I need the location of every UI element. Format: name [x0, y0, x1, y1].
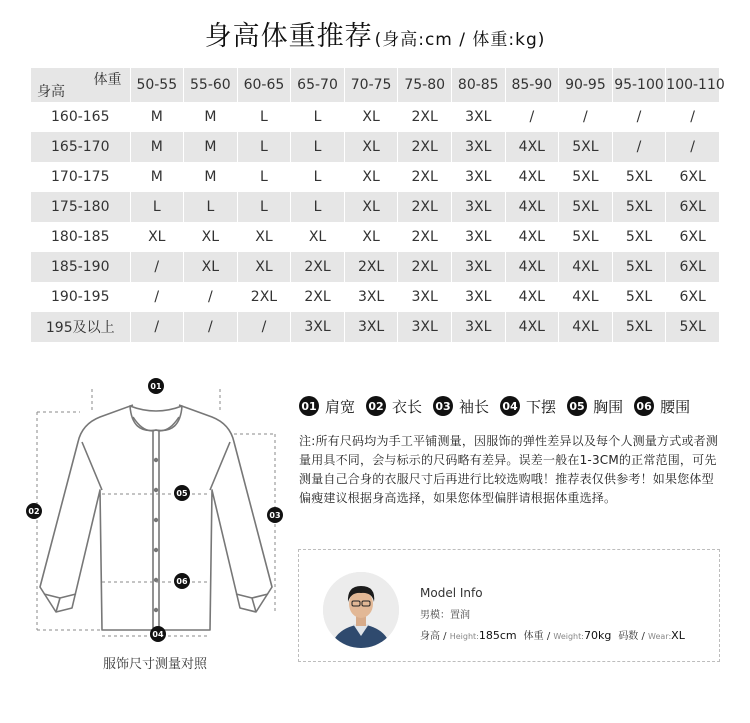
marker-04: 04 [152, 630, 164, 639]
size-cell: 5XL [559, 192, 613, 222]
size-cell: L [184, 192, 238, 222]
size-cell: XL [237, 222, 291, 252]
height-cell: 170-175 [31, 162, 130, 192]
legend-item [299, 396, 355, 417]
weight-header-cell: 75-80 [398, 68, 452, 102]
weight-label-en: Weight: [553, 632, 584, 641]
weight-header-cell: 65-70 [291, 68, 345, 102]
size-cell: XL [291, 222, 345, 252]
size-cell: 3XL [451, 132, 505, 162]
table-row [31, 192, 720, 222]
size-cell: 2XL [398, 132, 452, 162]
page-title [0, 14, 750, 53]
weight-header-cell: 70-75 [344, 68, 398, 102]
size-cell: 2XL [398, 252, 452, 282]
size-cell: M [184, 162, 238, 192]
shirt-measurement-diagram [20, 372, 290, 647]
size-cell: 3XL [451, 102, 505, 132]
title-main: 身高体重推荐 [204, 21, 373, 52]
size-cell: 6XL [666, 282, 720, 312]
legend-number-badge: 06 [634, 396, 654, 416]
legend-label: 肩宽 [325, 397, 356, 416]
size-cell: 5XL [612, 252, 666, 282]
size-cell: L [130, 192, 184, 222]
size-cell: 3XL [291, 312, 345, 342]
size-cell: XL [344, 102, 398, 132]
size-cell: XL [184, 222, 238, 252]
marker-05: 05 [176, 489, 188, 498]
model-info-title: Model Info [420, 586, 483, 600]
wear-label: 码数 / [618, 631, 649, 642]
weight-header-cell: 85-90 [505, 68, 559, 102]
weight-header-cell: 50-55 [130, 68, 184, 102]
size-cell: L [291, 192, 345, 222]
size-cell: 4XL [505, 252, 559, 282]
table-row [31, 102, 720, 132]
legend-number-badge: 05 [567, 396, 587, 416]
size-cell: XL [344, 132, 398, 162]
size-cell: 5XL [612, 222, 666, 252]
legend-item [567, 396, 623, 417]
size-cell: XL [237, 252, 291, 282]
shirt-outline-left [40, 405, 156, 630]
size-cell: XL [344, 162, 398, 192]
measurement-legend [299, 395, 701, 417]
size-cell: 3XL [398, 282, 452, 312]
size-cell: L [291, 162, 345, 192]
table-row [31, 282, 720, 312]
corner-weight-label: 体重 [93, 72, 122, 88]
marker-01: 01 [150, 382, 162, 391]
marker-06: 06 [176, 577, 188, 586]
size-cell: / [184, 312, 238, 342]
weight-header-cell: 90-95 [559, 68, 613, 102]
height-label: 身高 / [420, 631, 450, 642]
size-cell: 6XL [666, 222, 720, 252]
table-row [31, 312, 720, 342]
size-cell: 2XL [291, 282, 345, 312]
size-cell: / [184, 282, 238, 312]
weight-header-cell: 55-60 [184, 68, 238, 102]
size-cell: 2XL [237, 282, 291, 312]
model-stats [420, 627, 692, 642]
size-cell: L [237, 162, 291, 192]
corner-height-label: 身高 [37, 84, 65, 100]
legend-number-badge: 04 [500, 396, 520, 416]
legend-label: 胸围 [593, 397, 624, 416]
size-cell: L [291, 132, 345, 162]
size-cell: 5XL [612, 312, 666, 342]
size-cell: 4XL [505, 162, 559, 192]
size-cell: / [130, 252, 184, 282]
legend-number-badge: 01 [299, 396, 319, 416]
wear-value: XL [671, 629, 685, 642]
size-cell: / [130, 282, 184, 312]
legend-label: 下摆 [526, 397, 557, 416]
size-cell: 4XL [505, 222, 559, 252]
size-cell: / [130, 312, 184, 342]
table-row [31, 132, 720, 162]
height-cell: 165-170 [31, 132, 130, 162]
model-info [420, 586, 692, 642]
measurement-note: 注:所有尺码均为手工平铺测量，因服饰的弹性差异以及每个人测量方式或者测量用具不同，会与标示的尺码略有差异。误差一般在1-3CM的正常范围，可先测量自己合身的衣服尺寸后再进行比较选购哦！推荐表仅供参考！如果您体型偏瘦建议根据身高选择，如果您体型偏胖请根据体重选择。 [299, 434, 719, 505]
model-info-card [298, 549, 720, 662]
wear-label-en: Wear: [648, 632, 672, 641]
size-cell: 4XL [505, 192, 559, 222]
size-cell: 5XL [666, 312, 720, 342]
collar [130, 406, 182, 431]
size-cell: 2XL [398, 192, 452, 222]
size-cell: 3XL [451, 252, 505, 282]
size-cell: L [237, 192, 291, 222]
size-chart-table [31, 68, 725, 342]
height-value: 185cm [478, 629, 517, 642]
height-cell: 185-190 [31, 252, 130, 282]
size-cell: 4XL [505, 132, 559, 162]
size-cell: 2XL [344, 252, 398, 282]
size-cell: / [612, 102, 666, 132]
legend-item [634, 396, 690, 417]
size-cell: 2XL [398, 222, 452, 252]
size-cell: 3XL [451, 162, 505, 192]
weight-header-cell: 80-85 [451, 68, 505, 102]
size-cell: / [612, 132, 666, 162]
size-cell: 3XL [451, 222, 505, 252]
size-cell: 2XL [291, 252, 345, 282]
size-cell: 2XL [398, 102, 452, 132]
size-cell: / [666, 132, 720, 162]
size-cell: L [237, 132, 291, 162]
size-cell: 3XL [344, 282, 398, 312]
size-cell: 5XL [612, 162, 666, 192]
size-cell: 3XL [451, 282, 505, 312]
size-cell: M [184, 132, 238, 162]
size-cell: M [130, 102, 184, 132]
height-cell: 160-165 [31, 102, 130, 132]
weight-label: 体重 / [523, 631, 554, 642]
size-cell: / [559, 102, 613, 132]
size-cell: XL [344, 222, 398, 252]
table-row [31, 222, 720, 252]
size-cell: 3XL [451, 312, 505, 342]
legend-label: 袖长 [459, 397, 490, 416]
legend-number-badge: 02 [366, 396, 386, 416]
weight-header-cell: 95-100 [612, 68, 666, 102]
weight-header-cell: 100-110 [666, 68, 720, 102]
weight-value: 70kg [583, 629, 612, 642]
size-cell: 3XL [344, 312, 398, 342]
table-row [31, 252, 720, 282]
table-row [31, 162, 720, 192]
height-cell: 195及以上 [31, 312, 130, 342]
size-cell: / [505, 102, 559, 132]
size-cell: / [666, 102, 720, 132]
height-cell: 180-185 [31, 222, 130, 252]
size-cell: 4XL [559, 282, 613, 312]
size-cell: XL [184, 252, 238, 282]
size-cell: 3XL [451, 192, 505, 222]
diagram-caption: 服饰尺寸测量对照 [102, 657, 207, 672]
legend-item [500, 396, 556, 417]
table-header-row [31, 68, 720, 102]
size-cell: M [130, 162, 184, 192]
size-cell: 4XL [505, 282, 559, 312]
size-cell: 6XL [666, 252, 720, 282]
size-cell: 5XL [559, 132, 613, 162]
legend-number-badge: 03 [433, 396, 453, 416]
size-cell: 5XL [612, 192, 666, 222]
legend-item [366, 396, 422, 417]
size-cell: XL [344, 192, 398, 222]
size-cell: L [291, 102, 345, 132]
size-cell: 6XL [666, 162, 720, 192]
size-cell: 2XL [398, 162, 452, 192]
legend-item [433, 396, 489, 417]
marker-03: 03 [269, 511, 281, 520]
size-cell: 5XL [559, 162, 613, 192]
marker-02: 02 [28, 507, 40, 516]
model-avatar [323, 572, 399, 648]
height-cell: 175-180 [31, 192, 130, 222]
height-cell: 190-195 [31, 282, 130, 312]
size-cell: 5XL [612, 282, 666, 312]
title-unit: (身高:cm / 体重:kg) [374, 30, 546, 50]
size-cell: 3XL [398, 312, 452, 342]
legend-label: 腰围 [660, 397, 691, 416]
size-cell: / [237, 312, 291, 342]
weight-header-cell: 60-65 [237, 68, 291, 102]
size-cell: M [130, 132, 184, 162]
height-label-en: Height: [449, 632, 479, 641]
legend-label: 衣长 [392, 397, 423, 416]
size-cell: M [184, 102, 238, 132]
size-cell: 4XL [559, 312, 613, 342]
shirt-outline-right [156, 405, 272, 630]
size-cell: 4XL [559, 252, 613, 282]
size-cell: 6XL [666, 192, 720, 222]
size-cell: 4XL [505, 312, 559, 342]
model-name: 男模：置润 [420, 610, 470, 621]
size-cell: XL [130, 222, 184, 252]
table-corner [31, 68, 130, 102]
size-cell: L [237, 102, 291, 132]
size-cell: 5XL [559, 222, 613, 252]
